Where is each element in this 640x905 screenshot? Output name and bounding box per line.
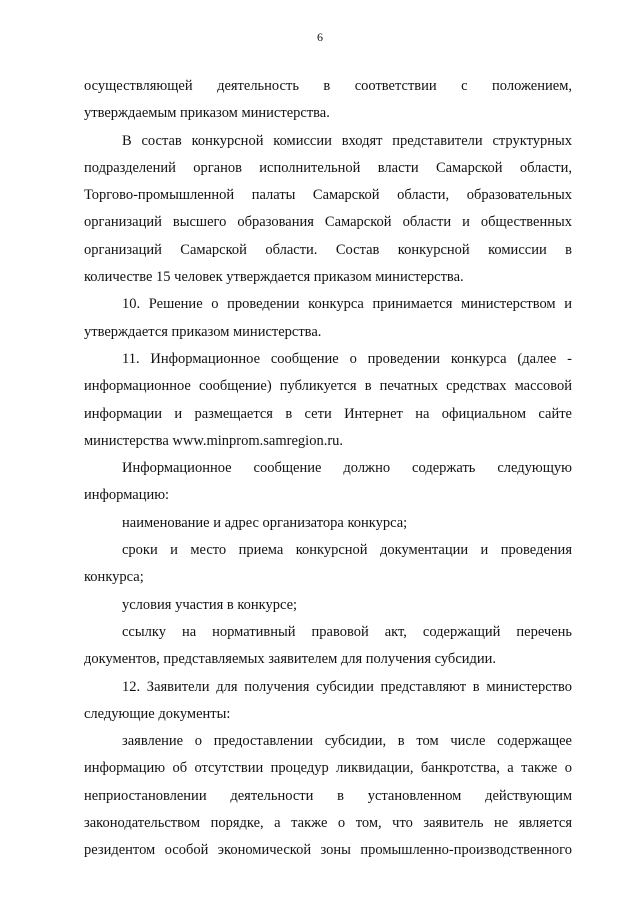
text-line: организаций высшего образования Самарской области и общественных <box>84 214 572 231</box>
text-line: заявление о предоставлении субсидии, в том числе содержащее <box>122 733 572 750</box>
text-line: документов, представляемых заявителем для получения субсидии. <box>84 651 497 668</box>
text-line: осуществляющей деятельность в соответствии с положением, <box>84 78 572 94</box>
text-line: законодательством порядке, а также о том, что заявитель не является <box>84 815 572 832</box>
text-line: ссылку на нормативный правовой акт, содержащий перечень <box>122 623 572 640</box>
text-line: министерства www.minprom.samregion.ru. <box>84 432 344 449</box>
text-line: Торгово-промышленной палаты Самарской области, образовательных <box>84 187 572 204</box>
text-line: конкурса; <box>84 569 144 586</box>
text-line: Информационное сообщение должно содержать следующую <box>122 460 572 477</box>
text-line: В состав конкурсной комиссии входят представители структурных <box>122 132 572 149</box>
text-line: информацию об отсутствии процедур ликвидации, банкротства, а также о <box>84 760 572 777</box>
text-line: следующие документы: <box>84 705 231 722</box>
text-line: условия участия в конкурсе; <box>122 596 298 613</box>
page-number: 6 <box>317 30 323 44</box>
text-line: информации и размещается в сети Интернет на официальном сайте <box>84 405 572 422</box>
text-line: информационное сообщение) публикуется в печатных средствах массовой <box>84 378 572 395</box>
text-line: резидентом особой экономической зоны промышленно-производственного <box>84 842 572 859</box>
text-line: 11. Информационное сообщение о проведении конкурса (далее - <box>122 350 572 367</box>
text-line: 12. Заявители для получения субсидии представляют в министерство <box>122 678 572 695</box>
text-line: наименование и адрес организатора конкурса; <box>122 514 408 531</box>
text-line: 10. Решение о проведении конкурса принимается министерством и <box>122 296 572 313</box>
text-line: информацию: <box>84 487 170 504</box>
text-line: сроки и место приема конкурсной документации и проведения <box>122 542 572 559</box>
text-line: организаций Самарской области. Состав конкурсной комиссии в <box>84 241 572 258</box>
text-line: утверждаемым приказом министерства. <box>84 105 330 122</box>
document-body <box>84 73 572 865</box>
text-line: количестве 15 человек утверждается приказом министерства. <box>84 269 464 286</box>
text-line: утверждается приказом министерства. <box>84 323 322 340</box>
text-line: неприостановлении деятельности в установленном действующим <box>84 787 572 804</box>
text-line: подразделений органов исполнительной власти Самарской области, <box>84 159 572 176</box>
